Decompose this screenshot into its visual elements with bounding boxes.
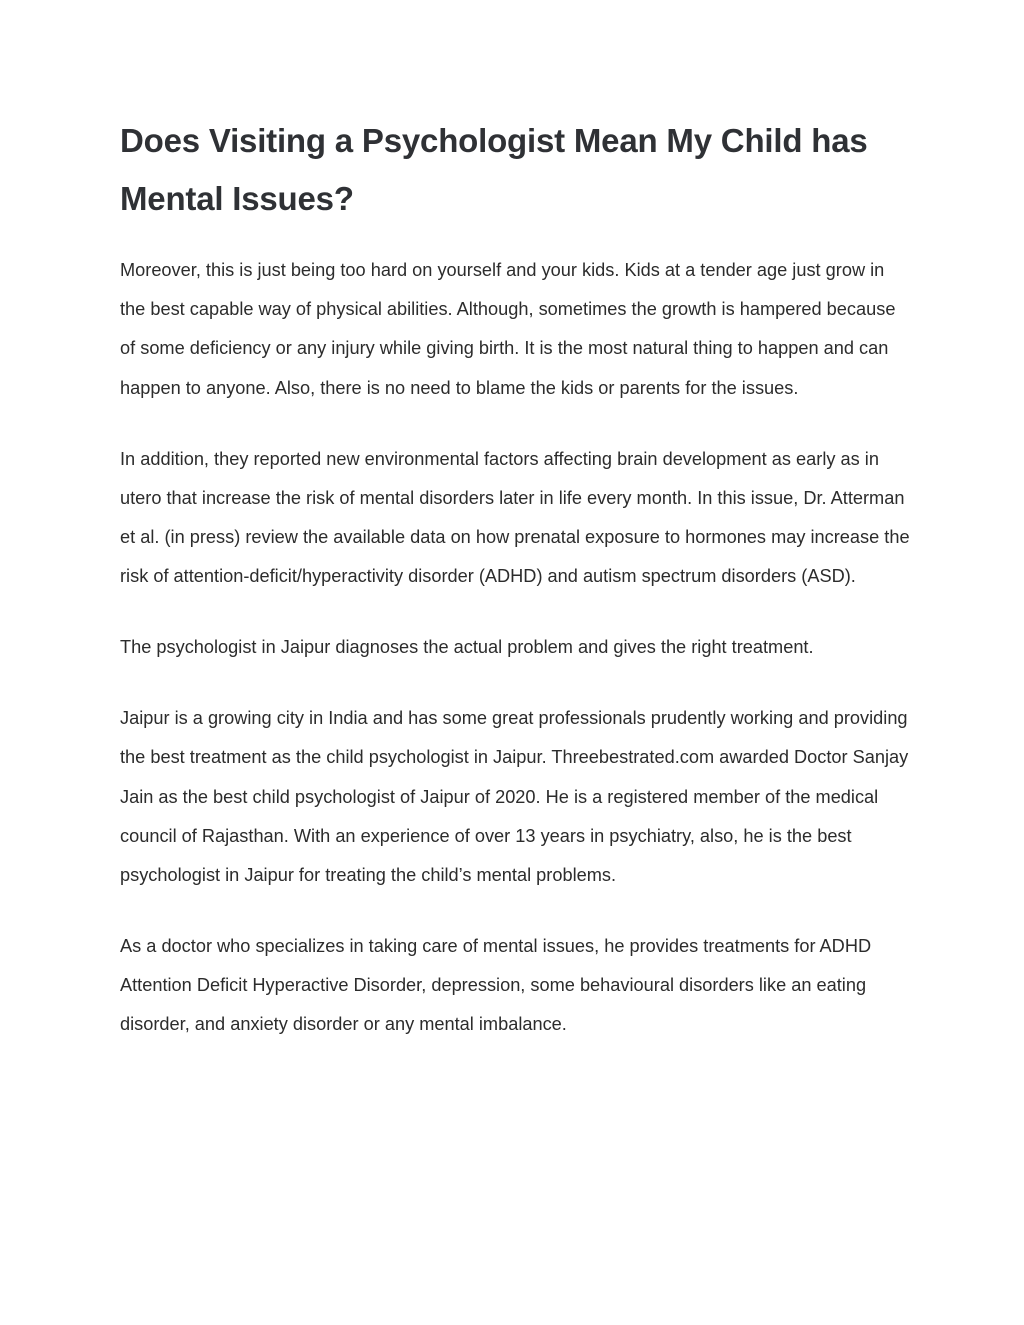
paragraph-2: In addition, they reported new environmental factors affecting brain development as early as in utero that increase the risk of mental disorders later in life every month. In this issue, Dr. Atterman et al. (in press) review the available data on how prenatal exposure to hormones may increase the risk of attention-deficit/hyperactivity disorder (ADHD) and autism spectrum disorders (ASD). (120, 448, 910, 587)
paragraph-3: The psychologist in Jaipur diagnoses the actual problem and gives the right treatment. (120, 637, 814, 658)
page-title: Does Visiting a Psychologist Mean My Child has Mental Issues? (120, 122, 868, 217)
paragraph-4: Jaipur is a growing city in India and has some great professionals prudently working and providing the best treatment as the child psychologist in Jaipur. Threebestrated.com awarded Doctor Sanjay Jain as the best child psychologist of Jaipur of 2020. He is a registered member of the medical council of Rajasthan. With an experience of over 13 years in psychiatry, also, he is the best psychologist in Jaipur for treating the child’s mental problems. (120, 708, 909, 886)
paragraph-5: As a doctor who specializes in taking care of mental issues, he provides treatments for ADHD Attention Deficit Hyperactive Disorder, depression, some behavioural disorders like an eating disorder, and anxiety disorder or any mental imbalance. (120, 936, 872, 1035)
document-page (120, 112, 910, 1076)
paragraph-1: Moreover, this is just being too hard on yourself and your kids. Kids at a tender age just grow in the best capable way of physical abilities. Although, sometimes the growth is hampered because of some deficiency or any injury while giving birth. It is the most natural thing to happen and can happen to anyone. Also, there is no need to blame the kids or parents for the issues. (120, 260, 896, 398)
